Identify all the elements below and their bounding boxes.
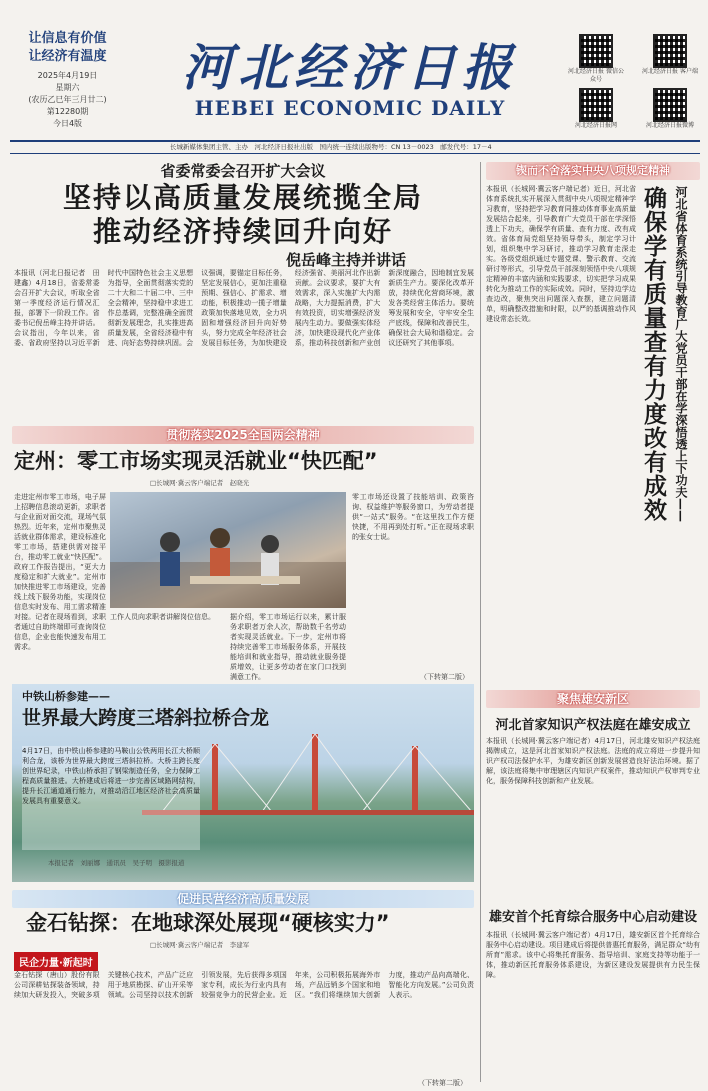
- column-tag: 民企力量·新起时: [14, 952, 98, 971]
- bridge-kicker: 中铁山桥参建——: [22, 690, 110, 703]
- section-band-title: 聚焦雄安新区: [556, 692, 629, 706]
- qr-code-icon[interactable]: [653, 88, 687, 122]
- issue-weekday: 星期六: [55, 83, 80, 92]
- xiongan-body-1: 本报讯（长城网·冀云客户端记者）4月17日，河北雄安知识产权法庭揭牌成立，这是河北首家知识产权法庭。法庭的成立将进一步提升知识产权司法保护水平，为雄安新区创新发展营造良好法治环境。据了解，该法庭将集中审理辖区内知识产权案件，推动知识产权审判专业化，服务保障科技创新和产业发展。: [486, 737, 700, 785]
- xiongan-title-1[interactable]: 河北首家知识产权法庭在雄安成立: [495, 718, 691, 733]
- slogan-1: 让信息有价值: [28, 31, 107, 46]
- side-subtitle: 河北省体育系统引导教育广大党员干部在学深悟透上下功夫——: [674, 186, 688, 522]
- lead-title-2[interactable]: 推动经济持续回升向好: [92, 215, 393, 248]
- section-band: [486, 690, 700, 708]
- masthead-english: HEBEI ECONOMIC DAILY: [194, 96, 506, 120]
- lead-subtitle: 倪岳峰主持并讲话: [285, 251, 406, 269]
- story-body: 走进定州市零工市场，电子屏上招聘信息滚动更新，求职者与企业面对面交流，现场气氛热烈。近年来，定州市聚焦灵活就业群体需求，建设标准化零工市场，搭建供需对接平台，推动零工就业“快匹配”。政府工作报告提出，“更大力度稳定和扩大就业”。定州市加快推进零工市场建设，完善线上线下服务功能，实现岗位信息实时发布、用工需求精准对接。记者在现场看到，求职者通过自助终端即可查询岗位信息，企业也能快速发布用工需求。: [14, 493, 106, 651]
- column-divider: [480, 162, 481, 1082]
- masthead: [150, 38, 550, 120]
- continued-note: （下转第二版）: [420, 673, 469, 681]
- side-body: 本报讯（长城网·冀云客户端记者）近日，河北省体育系统扎实开展深入贯彻中央八项规定精神学习教育，坚持把学习教育同推动体育事业高质量发展结合起来，引导教育广大党员干部在学深悟透上下功夫，确保学有质量、查有力度、改有成效。省体育局党组坚持领导带头，制定学习计划，组织集中学习研讨，推动学习教育走深走实。各级党组织通过专题党课、警示教育、交流研讨等形式，引导党员干部深刻领悟中央八项规定精神的丰富内涵和实践要求，切实把学习成果转化为推动工作的实际成效。同时，坚持边学边查边改，聚焦突出问题深入查摆，建立问题清单，明确整改措施和时限，以严的基调推动作风建设常态长效。: [486, 185, 636, 323]
- qr-code-icon[interactable]: [653, 34, 687, 68]
- lead-body: 本报讯（河北日报记者 田建鑫）4月18日，省委常委会召开扩大会议，听取全省第一季度经济运行情况汇报，部署下一阶段工作。省委书记倪岳峰主持并讲话。会议指出，今年以来，省委、省政府坚持以习近平新时代中国特色社会主义思想为指导，全面贯彻落实党的二十大和二十届二中、三中全会精神，坚持稳中求进工作总基调，完整准确全面贯彻新发展理念，扎实推进高质量发展，全省经济稳中有进、向好态势持续巩固。会议强调，要锚定目标任务，坚定发展信心，更加注重稳预期、强信心、扩需求、增动能，积极推动一揽子增量政策加快落地见效，全力巩固和增强经济回升向好势头，努力完成全年经济社会发展目标任务，为加快建设经济强省、美丽河北作出新贡献。会议要求，要扩大有效需求，深入实施扩大内需战略，大力提振消费，扩大有效投资，切实增强经济发展内生动力。要做强实体经济，加快建设现代化产业体系，推动科技创新和产业创新深度融合，因地制宜发展新质生产力。要深化改革开放，持续优化营商环境，激发各类经营主体活力。要统筹发展和安全，守牢安全生产底线，保障和改善民生，确保社会大局和谐稳定。会议还研究了其他事项。: [14, 269, 474, 347]
- story-body: 零工市场还设置了技能培训、政策咨询、权益维护等服务窗口，为劳动者提供“一站式”服务。“在这里找工作方便快捷，不用再到处打听。”正在现场求职的张女士说。: [352, 493, 474, 541]
- issue-date: 2025年4月19日: [37, 71, 98, 80]
- issue-lunar: (农历乙巳年三月廿二): [28, 95, 107, 104]
- section-band-title: 促进民营经济高质量发展: [176, 892, 309, 906]
- story-byline: □长城网·冀云客户端记者 赵晓光: [150, 479, 250, 487]
- section-band: [12, 426, 474, 444]
- qr-block: [568, 34, 698, 130]
- masthead-title: 河北经济日报: [182, 38, 518, 97]
- section-band: [486, 162, 700, 180]
- bridge-byline: 本报记者 刘丽娜 通讯员 吴子明 摄影报道: [48, 859, 185, 867]
- photo-caption: 工作人员向求职者讲解岗位信息。: [110, 613, 215, 621]
- slogan-2: 让经济有温度: [28, 49, 107, 64]
- side-title[interactable]: 确保学有质量查有力度改有成效: [640, 186, 666, 522]
- issue-number: 第12280期: [46, 107, 89, 116]
- story-photo: [110, 492, 346, 608]
- qr-label: 河北经济日报 微信公众号: [568, 68, 624, 83]
- bridge-body: 4月17日，由中铁山桥参建的马鞍山公铁两用长江大桥顺利合龙，该桥为世界最大跨度三塔斜拉桥。大桥主跨长度创世界纪录，中铁山桥承担了钢梁制造任务，全力保障工程高质量推进。大桥建成后将进一步完善区域路网结构，提升长江通道通行能力，对推动沿江地区经济社会高质量发展具有重要意义。: [22, 746, 200, 850]
- issue-pages: 今日4版: [52, 119, 83, 128]
- section-band: [12, 890, 474, 908]
- qr-code-icon[interactable]: [579, 88, 613, 122]
- lead-story: [10, 160, 476, 270]
- section-band-title: 贯彻落实2025全国两会精神: [166, 428, 320, 442]
- qr-label: 河北经济日报网: [574, 122, 617, 129]
- story-title[interactable]: 定州：零工市场实现灵活就业“快匹配”: [14, 449, 378, 473]
- bridge-title[interactable]: 世界最大跨度三塔斜拉桥合龙: [22, 707, 270, 729]
- info-bar: 长城新媒体集团主管、主办 河北经济日报社出版 国内统一连续出版物号：CN 13－0023 邮发代号：17－4: [10, 140, 700, 154]
- xiongan-title-2[interactable]: 雄安首个托育综合服务中心启动建设: [488, 910, 697, 925]
- lead-title-1[interactable]: 坚持以高质量发展统揽全局: [62, 181, 423, 214]
- masthead-left: [10, 30, 125, 130]
- story-title[interactable]: 金石钻探：在地球深处展现“硬核实力”: [26, 911, 390, 935]
- qr-label: 河北经济日报微博: [645, 122, 694, 129]
- qr-label: 河北经济日报 客户端: [642, 68, 698, 75]
- section-band-title: 锲而不舍落实中央八项规定精神: [516, 164, 670, 177]
- continued-note: （下转第二版）: [418, 1079, 467, 1087]
- qr-code-icon[interactable]: [579, 34, 613, 68]
- people-at-desk-icon: [110, 492, 346, 608]
- bridge-headline: [22, 688, 322, 730]
- story-byline: □长城网·冀云客户端记者 李建军: [150, 941, 250, 949]
- lead-kicker: 省委常委会召开扩大会议: [160, 162, 326, 180]
- story-body: 金石钻探（唐山）股份有限公司深耕钻探装备领域，持续加大研发投入，突破多项关键核心技术，产品广泛应用于地质勘探、矿山开采等领域。公司坚持以技术创新引领发展，先后获得多项国家专利，成长为行业内具有较强竞争力的民营企业。近年来，公司积极拓展海外市场，产品远销多个国家和地区。“我们将继续加大创新力度，推动产品向高端化、智能化方向发展。”公司负责人表示。: [14, 971, 474, 999]
- story-body: 据介绍，零工市场运行以来，累计服务求职者万余人次，帮助数千名劳动者实现灵活就业。下一步，定州市将持续完善零工市场服务体系，开展技能培训和就业指导，推动就业服务提质增效，让更多劳动者在家门口找到满意工作。: [230, 613, 346, 681]
- xiongan-body-2: 本报讯（长城网·冀云客户端记者）4月17日，雄安新区首个托育综合服务中心启动建设。项目建成后将提供普惠托育服务，满足群众“幼有所育”需求。该中心将集托育服务、指导培训、家庭支持等功能于一体，推动新区托育服务体系建设，为新区建设发展提供有力民生保障。: [486, 931, 700, 979]
